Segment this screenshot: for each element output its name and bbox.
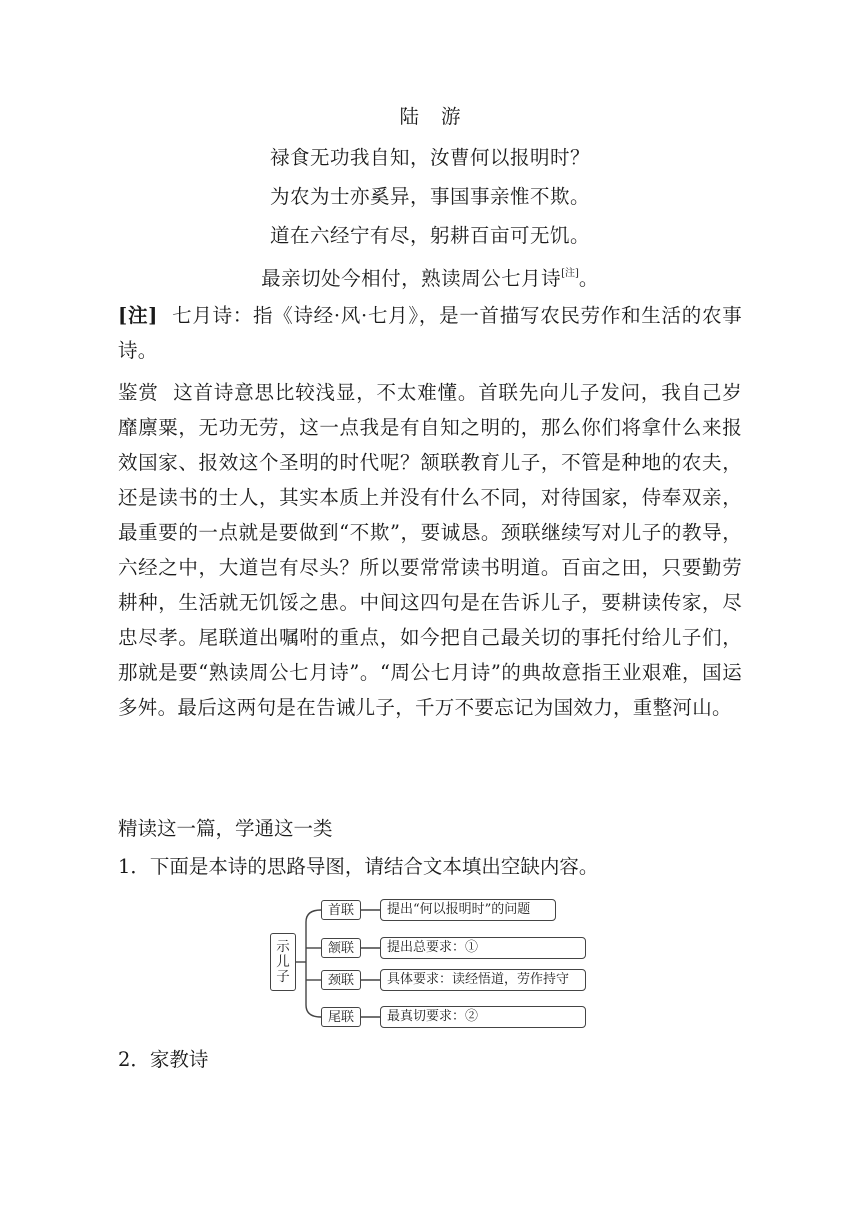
- branch-content-box: 提出“何以报明时”的问题: [380, 899, 556, 921]
- root-char: 子: [276, 968, 290, 985]
- branch-label-box: 首联: [321, 900, 361, 920]
- branch-content-box: 提出总要求：①: [380, 937, 586, 959]
- branch-content-box: 具体要求：读经悟道，劳作持守: [380, 969, 586, 991]
- root-char: 示: [276, 938, 290, 955]
- section-title: 精读这一篇，学通这一类: [118, 817, 333, 840]
- mind-map-diagram: [270, 895, 590, 1035]
- branch-content-box: 最真切要求：②: [380, 1006, 586, 1028]
- poem-line-end: 。: [578, 267, 599, 290]
- note-text: 七月诗：指《诗经·风·七月》，是一首描写农民劳作和生活的农事诗。: [118, 304, 742, 362]
- question-1: 1．下面是本诗的思路导图，请结合文本填出空缺内容。: [118, 855, 599, 878]
- appreciation-paragraph: [118, 375, 742, 725]
- author-char: 游: [441, 105, 461, 128]
- root-char: 儿: [276, 953, 290, 970]
- appreciation-text: 这首诗意思比较浅显，不太难懂。首联先向儿子发问，我自己岁靡廪粟，无功无劳，这一点我是有自知之明的，那么你们将拿什么来报效国家、报效这个圣明的时代呢？颔联教育儿子，不管是种地的农夫，还是读书的士人，其实本质上并没有什么不同，对待国家，侍奉双亲，最重要的一点就是要做到“不欺”，要诚恳。颈联继续写对儿子的教导，六经之中，大道岂有尽头？所以要常常读书明道。百亩之田，只要勤劳耕种，生活就无饥馁之患。中间这四句是在告诉儿子，要耕读传家，尽忠尽孝。尾联道出嘱咐的重点，如今把自己最关切的事托付给儿子们，那就是要“熟读周公七月诗”。“周公七月诗”的典故意指王业艰难，国运多舛。最后这两句是在告诫儿子，千万不要忘记为国效力，重整河山。: [118, 381, 742, 719]
- author-char: 陆: [399, 105, 419, 128]
- diagram-root-box: [270, 933, 296, 991]
- poem-author: [0, 103, 860, 131]
- note-label: [注]: [118, 304, 158, 327]
- poem-line: 禄食无功我自知，汝曹何以报明时？: [269, 146, 590, 169]
- note-reference: [注]: [561, 268, 579, 279]
- question-2: 2．家教诗: [118, 1048, 209, 1071]
- poem-line-text: 最亲切处今相付，熟读周公七月诗: [261, 267, 562, 290]
- branch-label-box: 尾联: [321, 1007, 361, 1027]
- poem-last-line: [0, 260, 860, 293]
- poem-line: 为农为士亦奚异，事国事亲惟不欺。: [269, 185, 590, 208]
- poem-line: 道在六经宁有尽，躬耕百亩可无饥。: [269, 224, 590, 247]
- note-paragraph: [118, 298, 742, 368]
- appreciation-label: 鉴赏: [118, 381, 159, 404]
- branch-label-box: 颔联: [321, 938, 361, 958]
- branch-label-box: 颈联: [321, 970, 361, 990]
